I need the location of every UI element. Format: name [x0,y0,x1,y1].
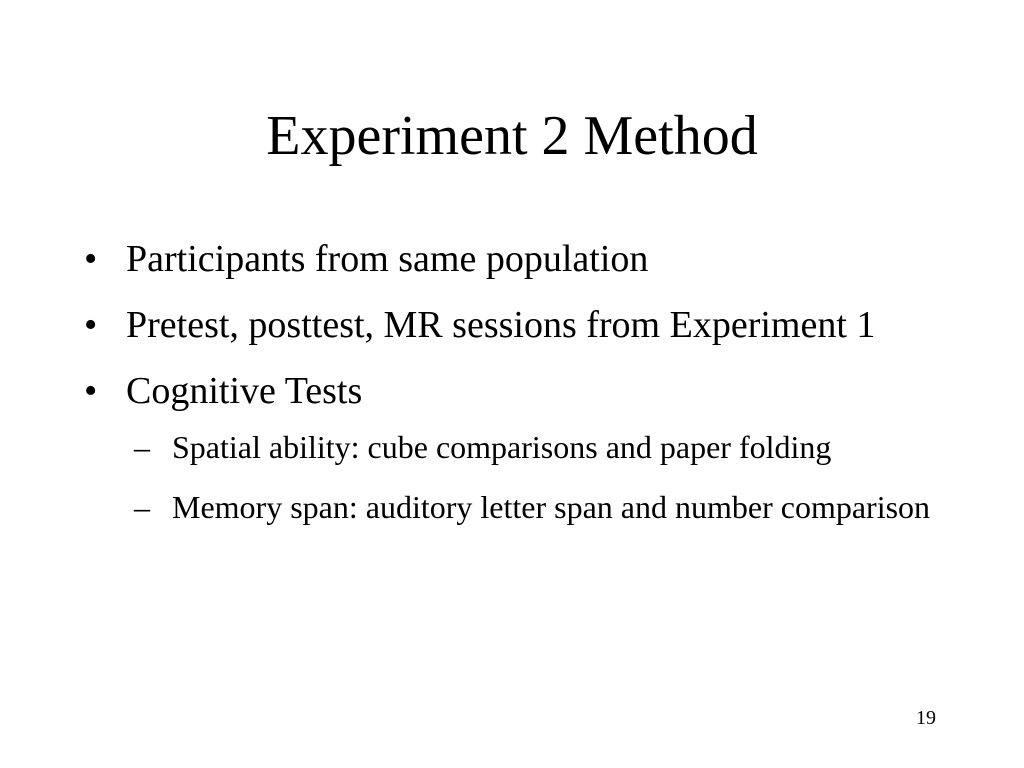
bullet-item [84,232,964,286]
bullet-marker: • [84,304,98,346]
sub-bullet-text: Spatial ability: cube comparisons and paper folding [172,429,832,465]
bullet-marker: • [84,370,98,412]
bullet-marker: • [84,238,98,280]
bullet-text: Participants from same population [126,238,649,280]
sub-bullet-list [126,424,964,530]
sub-bullet-text: Memory span: auditory letter span and number comparison [172,489,931,525]
bullet-item [84,298,964,352]
sub-bullet-item [126,424,964,470]
bullet-item [84,364,964,530]
dash-marker: – [134,489,150,525]
bullet-text: Pretest, posttest, MR sessions from Experiment 1 [126,304,876,346]
sub-bullet-item [126,484,964,530]
page-number: 19 [916,707,936,729]
slide-title: Experiment 2 Method [266,105,758,167]
bullet-text: Cognitive Tests [126,370,363,412]
bullet-list [84,232,964,544]
dash-marker: – [134,429,150,465]
